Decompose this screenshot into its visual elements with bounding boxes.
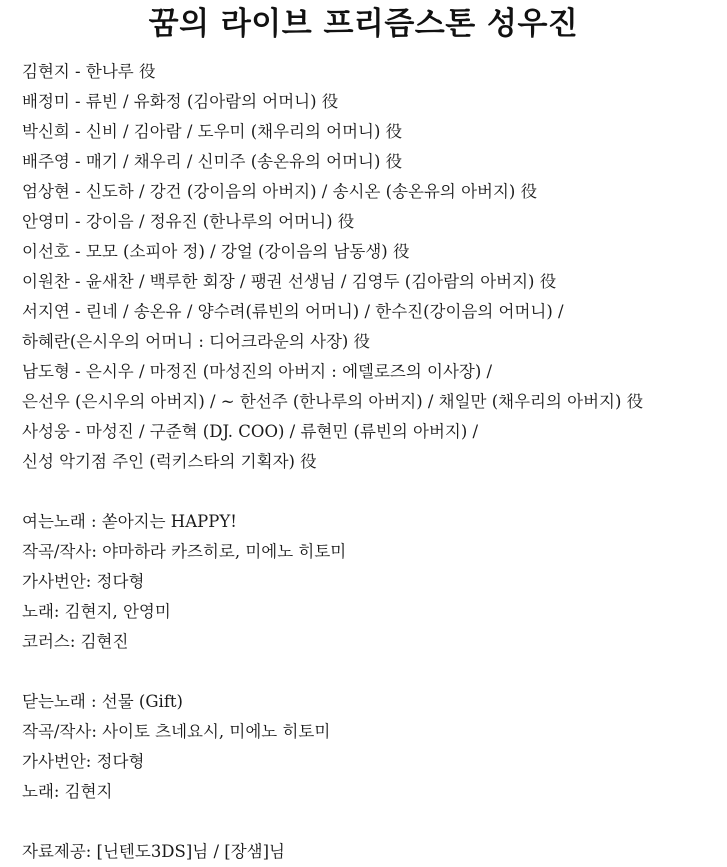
ending-song-title: 닫는노래 : 선물 (Gift) [22,692,183,711]
cast-line: 신성 악기점 주인 (럭키스타의 기획자) 役 [22,452,317,471]
cast-line: 박신희 - 신비 / 김아람 / 도우미 (채우리의 어머니) 役 [22,122,403,141]
opening-song-chorus: 코러스: 김현진 [22,632,129,651]
opening-song-composer: 작곡/작사: 야마하라 카즈히로, 미에노 히토미 [22,542,347,561]
section-gap [22,477,727,507]
opening-song-section [22,507,727,657]
section-gap [22,657,727,687]
cast-line: 은선우 (은시우의 아버지) / ~ 한선주 (한나루의 아버지) / 채일만 (채우리의 아버지) 役 [22,392,644,411]
cast-line: 배정미 - 류빈 / 유화정 (김아람의 어머니) 役 [22,92,339,111]
cast-line: 이원찬 - 윤새찬 / 백루한 회장 / 팽권 선생님 / 김영두 (김아람의 아버지) 役 [22,272,557,291]
opening-song-singers: 노래: 김현지, 안영미 [22,602,171,621]
document-body [22,57,727,867]
cast-line: 이선호 - 모모 (소피아 정) / 강얼 (강이음의 남동생) 役 [22,242,410,261]
cast-line: 서지연 - 린네 / 송온유 / 양수려(류빈의 어머니) / 한수진(강이음의 어머니) / [22,302,564,321]
ending-song-composer: 작곡/작사: 사이토 츠네요시, 미에노 히토미 [22,722,331,741]
cast-line: 배주영 - 매기 / 채우리 / 신미주 (송온유의 어머니) 役 [22,152,403,171]
ending-song-adaptation: 가사번안: 정다형 [22,752,145,771]
cast-line: 엄상현 - 신도하 / 강건 (강이음의 아버지) / 송시온 (송온유의 아버지) 役 [22,182,538,201]
cast-line: 남도형 - 은시우 / 마정진 (마성진의 아버지 : 에델로즈의 이사장) / [22,362,493,381]
ending-song-section [22,687,727,807]
opening-song-title: 여는노래 : 쏟아지는 HAPPY! [22,512,237,531]
cast-line: 사성웅 - 마성진 / 구준혁 (DJ. COO) / 류현민 (류빈의 아버지) / [22,422,479,441]
cast-line: 안영미 - 강이음 / 정유진 (한나루의 어머니) 役 [22,212,355,231]
source-credit: 자료제공: [닌텐도3DS]님 / [장샘]님 [22,842,285,861]
ending-song-singers: 노래: 김현지 [22,782,113,801]
opening-song-adaptation: 가사번안: 정다형 [22,572,145,591]
cast-list [22,57,727,477]
cast-line: 하혜란(은시우의 어머니 : 디어크라운의 사장) 役 [22,332,371,351]
section-gap [22,807,727,837]
page-title: 꿈의 라이브 프리즘스톤 성우진 [148,6,579,42]
cast-line: 김현지 - 한나루 役 [22,62,156,81]
